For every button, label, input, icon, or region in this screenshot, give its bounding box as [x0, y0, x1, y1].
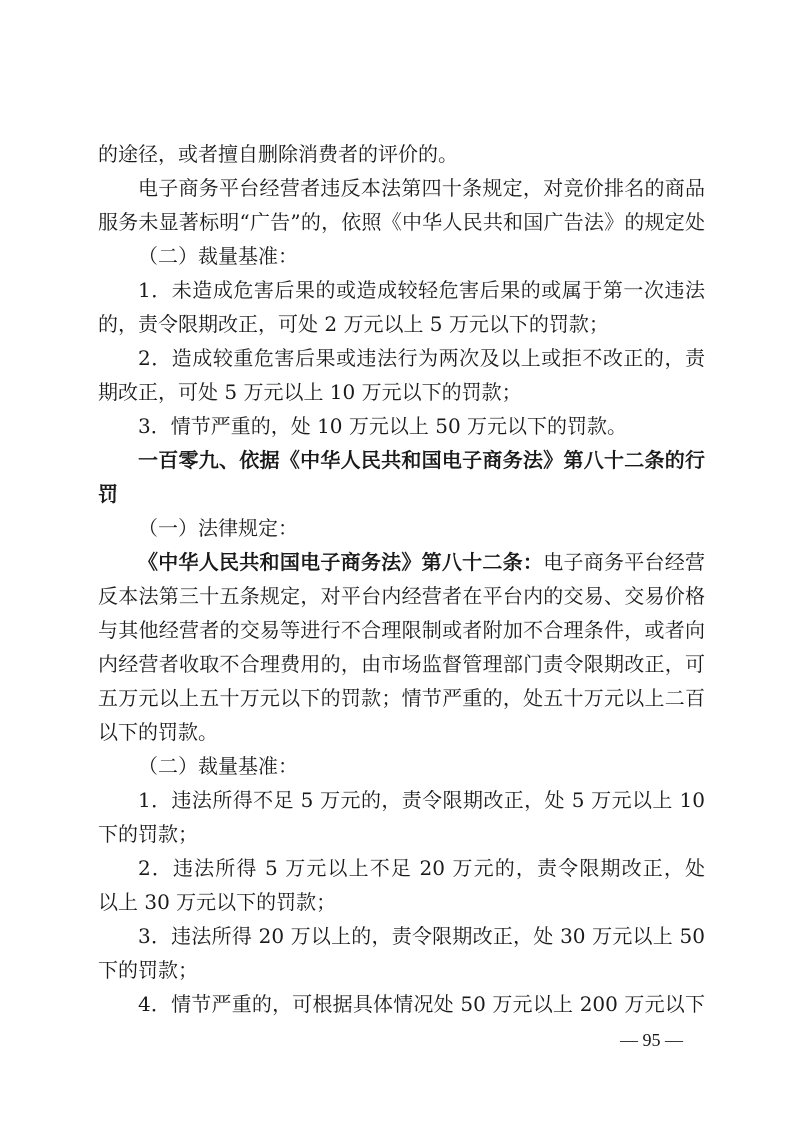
text-line: [98, 205, 705, 239]
text-line: [98, 647, 705, 681]
line-text: 的，责令限期改正，可处 2 万元以上 5 万元以下的罚款；: [98, 312, 609, 336]
text-line: [98, 851, 705, 885]
line-text: 期改正，可处 5 万元以上 10 万元以下的罚款；: [98, 380, 522, 404]
text-line: [98, 885, 705, 919]
line-text: 以下的罚款。: [98, 720, 218, 744]
line-text: 电子商务平台经营: [543, 550, 705, 574]
line-text: 与其他经营者的交易等进行不合理限制或者附加不合理条件，或者向: [98, 618, 705, 642]
text-line: [98, 409, 705, 443]
line-text: 下的罚款；: [98, 958, 198, 982]
text-line: [98, 443, 705, 477]
line-text: 3．情节严重的，处 10 万元以上 50 万元以下的罚款。: [138, 414, 628, 438]
text-line: [98, 817, 705, 851]
line-text: 3．违法所得 20 万以上的，责令限期改正，处 30 万元以上 50: [138, 924, 705, 948]
text-line: [98, 613, 705, 647]
text-line: [98, 783, 705, 817]
line-text: （二）裁量基准：: [138, 754, 298, 778]
text-line: [98, 681, 705, 715]
bold-text: 一百零九、依据《中华人民共和国电子商务法》第八十二条的行: [138, 448, 705, 472]
text-line: [98, 953, 705, 987]
text-line: [98, 477, 705, 511]
bold-text: 罚: [98, 482, 118, 506]
text-line: [98, 511, 705, 545]
page-number: — 95 —: [620, 1030, 683, 1050]
text-line: [98, 273, 705, 307]
text-line: [98, 579, 705, 613]
text-line: [98, 987, 705, 1021]
line-text: 的途径，或者擅自删除消费者的评价的。: [98, 142, 458, 166]
line-text: 反本法第三十五条规定，对平台内经营者在平台内的交易、交易价格: [98, 584, 705, 608]
line-text: 下的罚款；: [98, 822, 198, 846]
line-text: 以上 30 万元以下的罚款；: [98, 890, 337, 914]
text-line: [98, 307, 705, 341]
line-text: 2．造成较重危害后果或违法行为两次及以上或拒不改正的，责: [138, 346, 705, 370]
bold-text: 《中华人民共和国电子商务法》第八十二条：: [138, 550, 544, 574]
line-text: 服务未显著标明“广告”的，依照《中华人民共和国广告法》的规定处: [98, 210, 705, 234]
text-line: [98, 341, 705, 375]
line-text: 1．未造成危害后果的或造成较轻危害后果的或属于第一次违法: [138, 278, 705, 302]
line-text: 内经营者收取不合理费用的，由市场监督管理部门责令限期改正，可: [98, 652, 705, 676]
text-line: [98, 375, 705, 409]
line-text: 电子商务平台经营者违反本法第四十条规定，对竞价排名的商品: [138, 176, 705, 200]
text-line: [98, 545, 705, 579]
line-text: 2．违法所得 5 万元以上不足 20 万元的，责令限期改正，处: [138, 856, 705, 880]
text-line: [98, 919, 705, 953]
line-text: 五万元以上五十万元以下的罚款；情节严重的，处五十万元以上二百: [98, 686, 705, 710]
text-line: [98, 715, 705, 749]
line-text: 4．情节严重的，可根据具体情况处 50 万元以上 200 万元以下: [138, 992, 705, 1016]
line-text: （一）法律规定：: [138, 516, 298, 540]
text-line: [98, 171, 705, 205]
text-line: [98, 239, 705, 273]
text-line: [98, 749, 705, 783]
line-text: 1．违法所得不足 5 万元的，责令限期改正，处 5 万元以上 10: [138, 788, 705, 812]
text-line: [98, 137, 705, 171]
line-text: （二）裁量基准：: [138, 244, 298, 268]
document-body: [98, 137, 705, 1021]
